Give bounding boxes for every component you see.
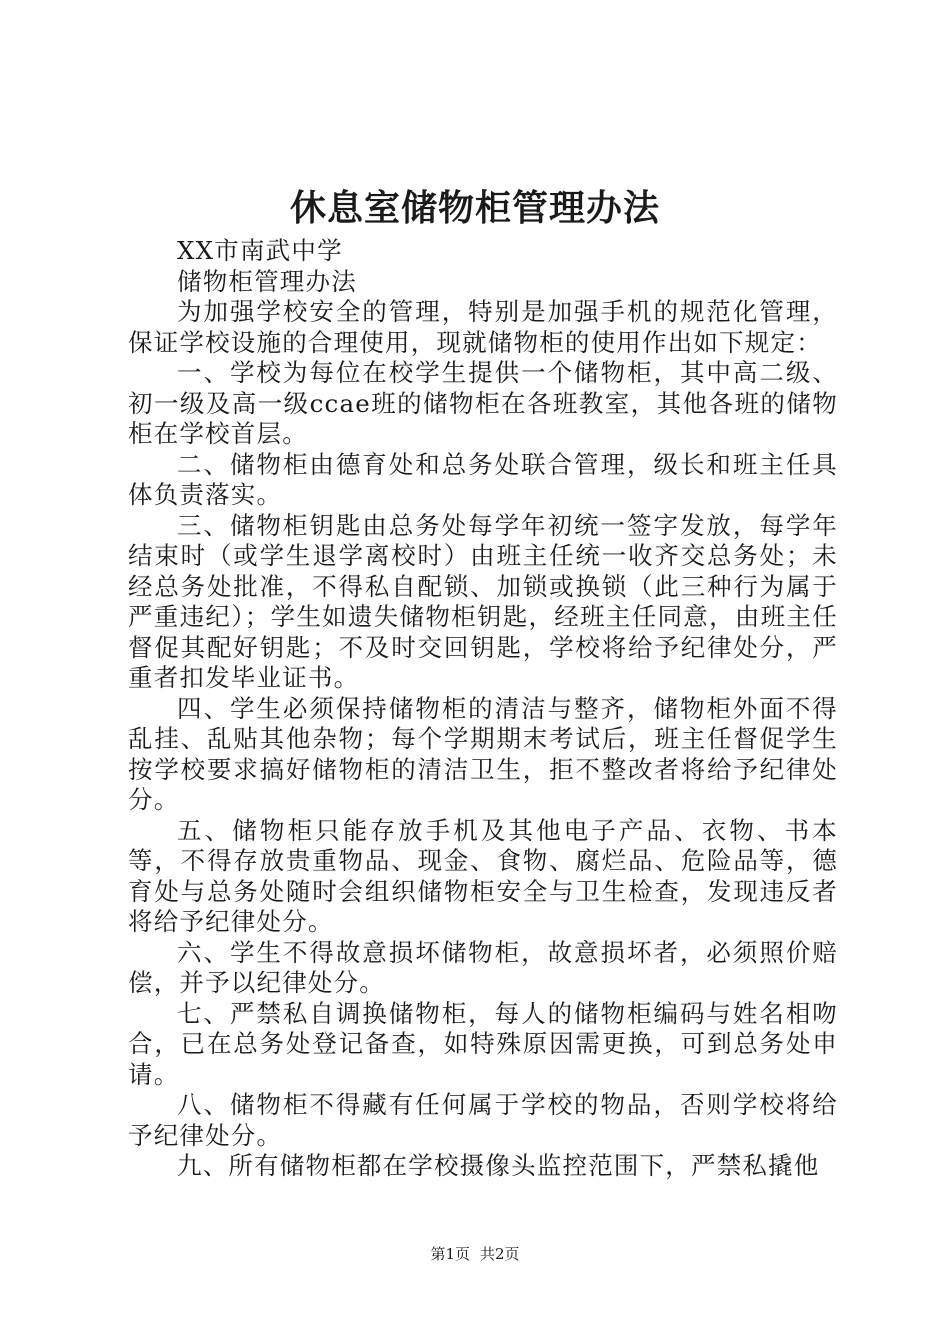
rule-paragraph-4: 四、学生必须保持储物柜的清洁与整齐，储物柜外面不得乱挂、乱贴其他杂物；每个学期期末考试后，班主任督促学生按学校要求搞好储物柜的清洁卫生，拒不整改者将给予纪律处分。 (128, 693, 838, 814)
page-footer (0, 1244, 950, 1264)
document-body (128, 236, 838, 1182)
rule-paragraph-2: 二、储物柜由德育处和总务处联合管理，级长和班主任具体负责落实。 (128, 449, 838, 509)
rule-paragraph-1: 一、学校为每位在校学生提供一个储物柜，其中高二级、初一级及高一级ccae班的储物柜在各班教室，其他各班的储物柜在学校首层。 (128, 358, 838, 448)
school-name-line: XX市南武中学 (177, 236, 343, 265)
rule-paragraph-8: 八、储物柜不得藏有任何属于学校的物品，否则学校将给予纪律处分。 (128, 1090, 838, 1150)
intro-paragraph: 为加强学校安全的管理，特别是加强手机的规范化管理，保证学校设施的合理使用，现就储物柜的使用作出如下规定： (128, 297, 838, 357)
subtitle-line: 储物柜管理办法 (177, 266, 357, 296)
rule-paragraph-6: 六、学生不得故意损坏储物柜，故意损坏者，必须照价赔偿，并予以纪律处分。 (128, 937, 838, 997)
rule-paragraph-9: 九、所有储物柜都在学校摄像头监控范围下，严禁私撬他 (177, 1151, 820, 1180)
rule-paragraph-3: 三、储物柜钥匙由总务处每学年初统一签字发放，每学年结束时（或学生退学离校时）由班主任统一收齐交总务处；未经总务处批准，不得私自配锁、加锁或换锁（此三种行为属于严重违纪）；学生如遗失储物柜钥匙，经班主任同意，由班主任督促其配好钥匙；不及时交回钥匙，学校将给予纪律处分，严重者扣发毕业证书。 (128, 510, 838, 692)
page-number: 第1页 (430, 1245, 470, 1263)
page-total: 共2页 (480, 1245, 520, 1263)
document-title: 休息室储物柜管理办法 (289, 187, 660, 229)
rule-paragraph-7: 七、严禁私自调换储物柜，每人的储物柜编码与姓名相吻合，已在总务处登记备查，如特殊原因需更换，可到总务处申请。 (128, 998, 838, 1089)
rule-paragraph-5: 五、储物柜只能存放手机及其他电子产品、衣物、书本等，不得存放贵重物品、现金、食物、腐烂品、危险品等，德育处与总务处随时会组织储物柜安全与卫生检查，发现违反者将给予纪律处分。 (128, 815, 838, 936)
